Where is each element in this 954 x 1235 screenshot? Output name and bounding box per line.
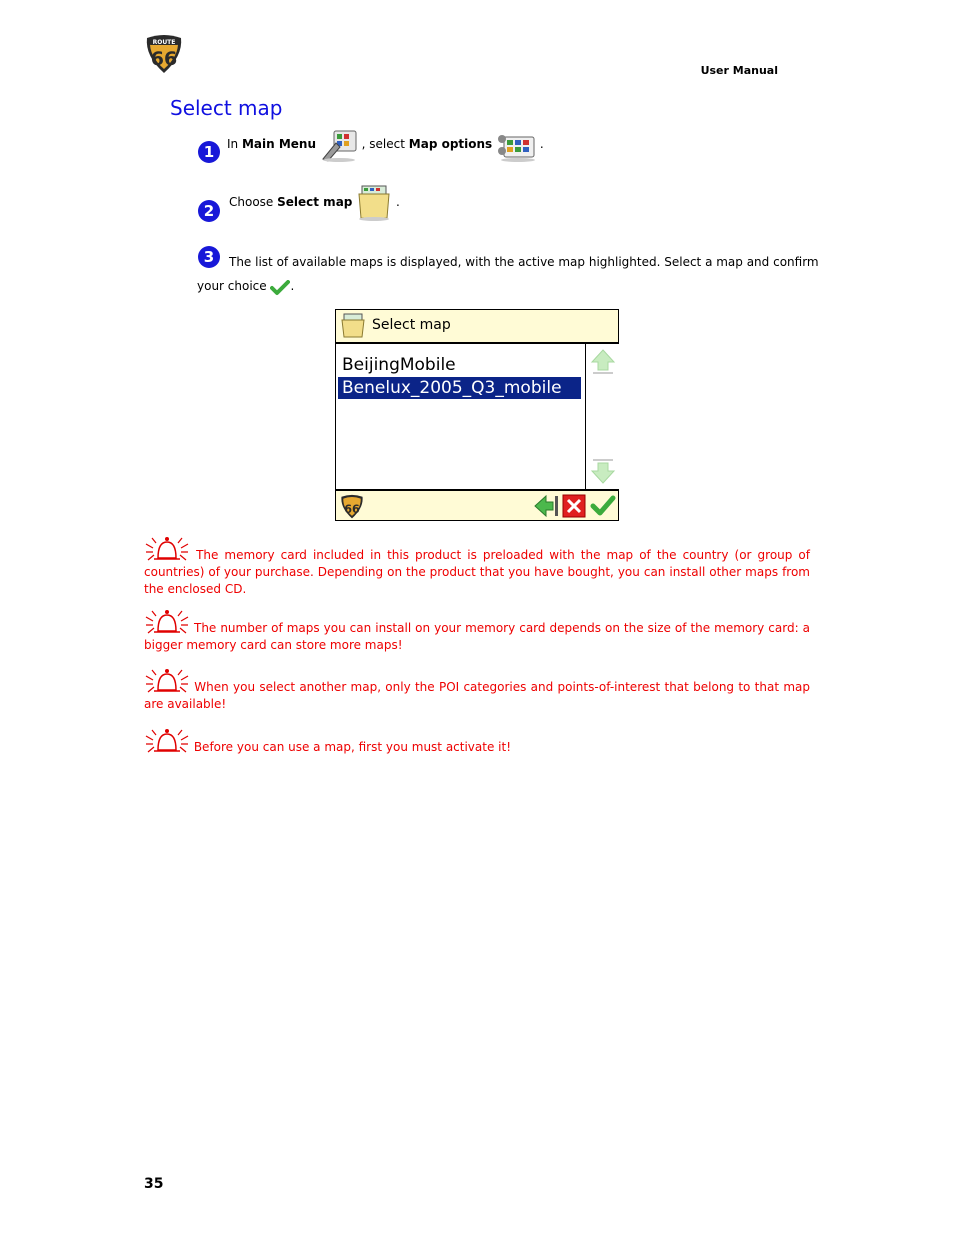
step-1-bold2: Map options	[408, 137, 493, 151]
warning-bell-icon	[144, 666, 190, 696]
step-3-line2	[197, 276, 294, 296]
small-logo-number: 66	[344, 502, 360, 516]
step-3-number: 3	[198, 246, 220, 268]
note-2	[144, 607, 810, 654]
header-label: User Manual	[700, 64, 778, 77]
note-3	[144, 666, 810, 713]
note-4-text: Before you can use a map, first you must activate it!	[193, 740, 512, 754]
select-map-icon	[356, 184, 392, 222]
step-1-pre: In	[227, 137, 242, 151]
warning-bell-icon	[144, 534, 190, 564]
confirm-check-icon	[270, 280, 290, 296]
step-2-number: 2	[198, 200, 220, 222]
section-title: Select map	[170, 96, 283, 120]
note-2-text: The number of maps you can install on your memory card depends on the size of the memory card: a bigger memory card can store more maps!	[144, 621, 810, 652]
page-number: 35	[144, 1176, 164, 1192]
warning-bell-icon	[144, 607, 190, 637]
route66-logo	[143, 32, 185, 74]
logo-number: 66	[150, 48, 178, 70]
logo-top-text: ROUTE	[152, 39, 176, 46]
scroll-up-arrow-icon[interactable]	[590, 348, 616, 374]
map-list-item-benelux[interactable]: Benelux_2005_Q3_mobile	[338, 377, 581, 399]
step-1-number: 1	[198, 141, 220, 163]
step-3-line1: The list of available maps is displayed, with the active map highlighted. Select a map and confirm	[229, 255, 819, 269]
step-1-bold: Main Menu	[241, 137, 317, 151]
device-screen	[335, 309, 619, 521]
cancel-icon[interactable]	[562, 494, 586, 518]
note-3-text: When you select another map, only the POI categories and points-of-interest that belong to that map are available!	[144, 680, 810, 711]
step-3-choice-text: your choice	[197, 279, 267, 293]
device-title-bar	[336, 310, 618, 344]
note-1	[144, 534, 810, 598]
map-list[interactable]	[336, 344, 585, 489]
device-bottom-bar	[336, 489, 618, 520]
device-title: Select map	[372, 317, 451, 333]
main-menu-icon	[320, 129, 358, 163]
scrollbar[interactable]	[585, 344, 619, 489]
select-map-small-icon	[340, 313, 366, 339]
note-1-text: The memory card included in this product is preloaded with the map of the country (or group of countries) of your purchase. Depending on the product that you have bought, you can install other maps from the enclosed CD.	[144, 548, 810, 596]
map-options-icon	[496, 133, 536, 163]
step-2-pre: Choose	[229, 195, 278, 209]
step-2-text	[229, 182, 400, 222]
step-1-post: .	[539, 137, 544, 151]
step-3-post: .	[290, 279, 295, 293]
step-2-post: .	[396, 195, 400, 209]
step-1-text	[227, 125, 544, 163]
route66-small-logo[interactable]	[339, 493, 365, 519]
step-2-bold: Select map	[277, 195, 353, 209]
back-arrow-icon[interactable]	[533, 494, 559, 518]
scroll-down-arrow-icon[interactable]	[590, 459, 616, 485]
warning-bell-icon	[144, 726, 190, 756]
note-4	[144, 726, 810, 756]
ok-check-icon[interactable]	[590, 494, 616, 518]
map-list-item-beijing[interactable]: BeijingMobile	[342, 355, 456, 375]
step-1-mid: , select	[361, 137, 409, 151]
